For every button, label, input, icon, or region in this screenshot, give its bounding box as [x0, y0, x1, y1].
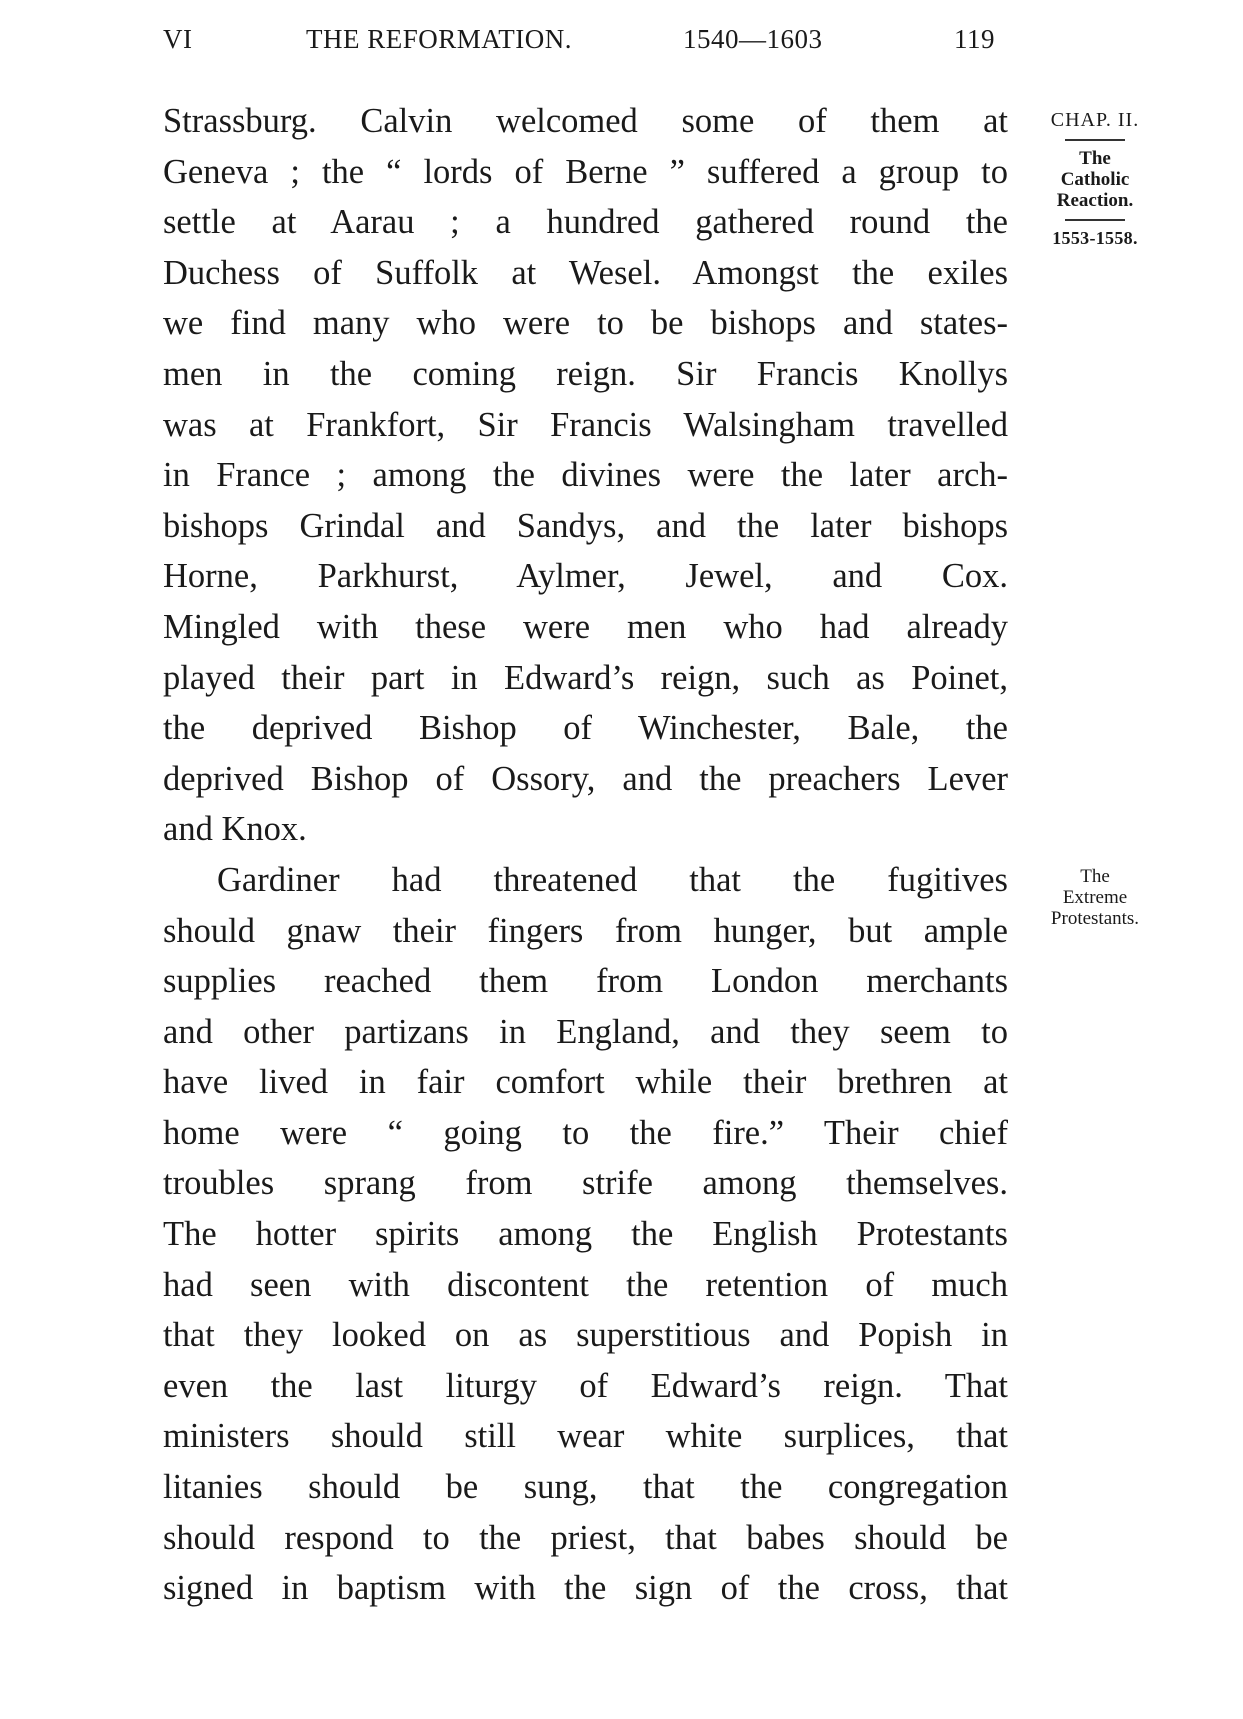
page-number: 119 — [954, 24, 995, 54]
marginal-note-extreme-protestants — [1020, 866, 1170, 929]
sidenote-line: Reaction. — [1056, 190, 1134, 211]
text-line: and Knox. — [163, 810, 307, 849]
divider — [1065, 139, 1125, 141]
text-line: and other partizans in England, and they seem to — [163, 1012, 1008, 1051]
text-line: should gnaw their fingers from hunger, but ample — [163, 911, 1008, 950]
sidenote-line: Protestants. — [1050, 908, 1140, 929]
text-line: was at Frankfort, Sir Francis Walsingham travelled — [163, 405, 1008, 444]
running-years: 1540—1603 — [683, 24, 823, 54]
text-line: the deprived Bishop of Winchester, Bale, the — [163, 709, 1008, 748]
text-line: Gardiner had threatened that the fugitives — [217, 860, 1008, 899]
text-line: deprived Bishop of Ossory, and the preachers Lever — [163, 759, 1008, 798]
text-line: should respond to the priest, that babes should be — [163, 1518, 1008, 1557]
text-line: Geneva ; the “ lords of Berne ” suffered a group to — [163, 152, 1008, 191]
sidenote-line: Catholic — [1060, 169, 1130, 190]
sidenote-line: Extreme — [1062, 887, 1128, 908]
text-line: Duchess of Suffolk at Wesel. Amongst the exiles — [163, 253, 1008, 292]
text-line: Mingled with these were men who had already — [163, 607, 1008, 646]
text-line: Horne, Parkhurst, Aylmer, Jewel, and Cox. — [163, 557, 1008, 596]
text-line: men in the coming reign. Sir Francis Knollys — [163, 354, 1008, 393]
marginal-note-catholic-reaction — [1020, 110, 1170, 249]
text-line: we find many who were to be bishops and states- — [163, 304, 1008, 343]
chapter-label: CHAP. II. — [1050, 109, 1140, 131]
text-line: have lived in fair comfort while their brethren at — [163, 1063, 1008, 1102]
text-line: even the last liturgy of Edward’s reign. That — [163, 1366, 1008, 1405]
sidenote-line: The — [1079, 148, 1111, 169]
text-line: in France ; among the divines were the later arch- — [163, 456, 1008, 495]
text-line: bishops Grindal and Sandys, and the later bishops — [163, 506, 1008, 545]
text-line: troubles sprang from strife among themselves. — [163, 1164, 1008, 1203]
sidenote-dates: 1553-1558. — [1052, 228, 1138, 248]
text-line: had seen with discontent the retention of much — [163, 1265, 1008, 1304]
text-line: that they looked on as superstitious and Popish in — [163, 1316, 1008, 1355]
text-line: played their part in Edward’s reign, such as Poinet, — [163, 658, 1008, 697]
running-title: THE REFORMATION. — [306, 24, 573, 54]
text-line: settle at Aarau ; a hundred gathered round the — [163, 203, 1008, 242]
running-header — [163, 24, 1008, 64]
text-line: ministers should still wear white surplices, that — [163, 1417, 1008, 1456]
text-line: supplies reached them from London merchants — [163, 962, 1008, 1001]
text-line: home were “ going to the fire.” Their chief — [163, 1113, 1008, 1152]
text-line: The hotter spirits among the English Protestants — [163, 1215, 1008, 1254]
text-line: litanies should be sung, that the congregation — [163, 1468, 1008, 1507]
sidenote-line: The — [1080, 866, 1110, 887]
body-text — [163, 96, 1008, 1614]
text-line: Strassburg. Calvin welcomed some of them at — [163, 102, 1008, 140]
text-line: signed in baptism with the sign of the cross, that — [163, 1569, 1008, 1608]
volume-number: VI — [163, 24, 193, 54]
divider — [1065, 219, 1125, 221]
